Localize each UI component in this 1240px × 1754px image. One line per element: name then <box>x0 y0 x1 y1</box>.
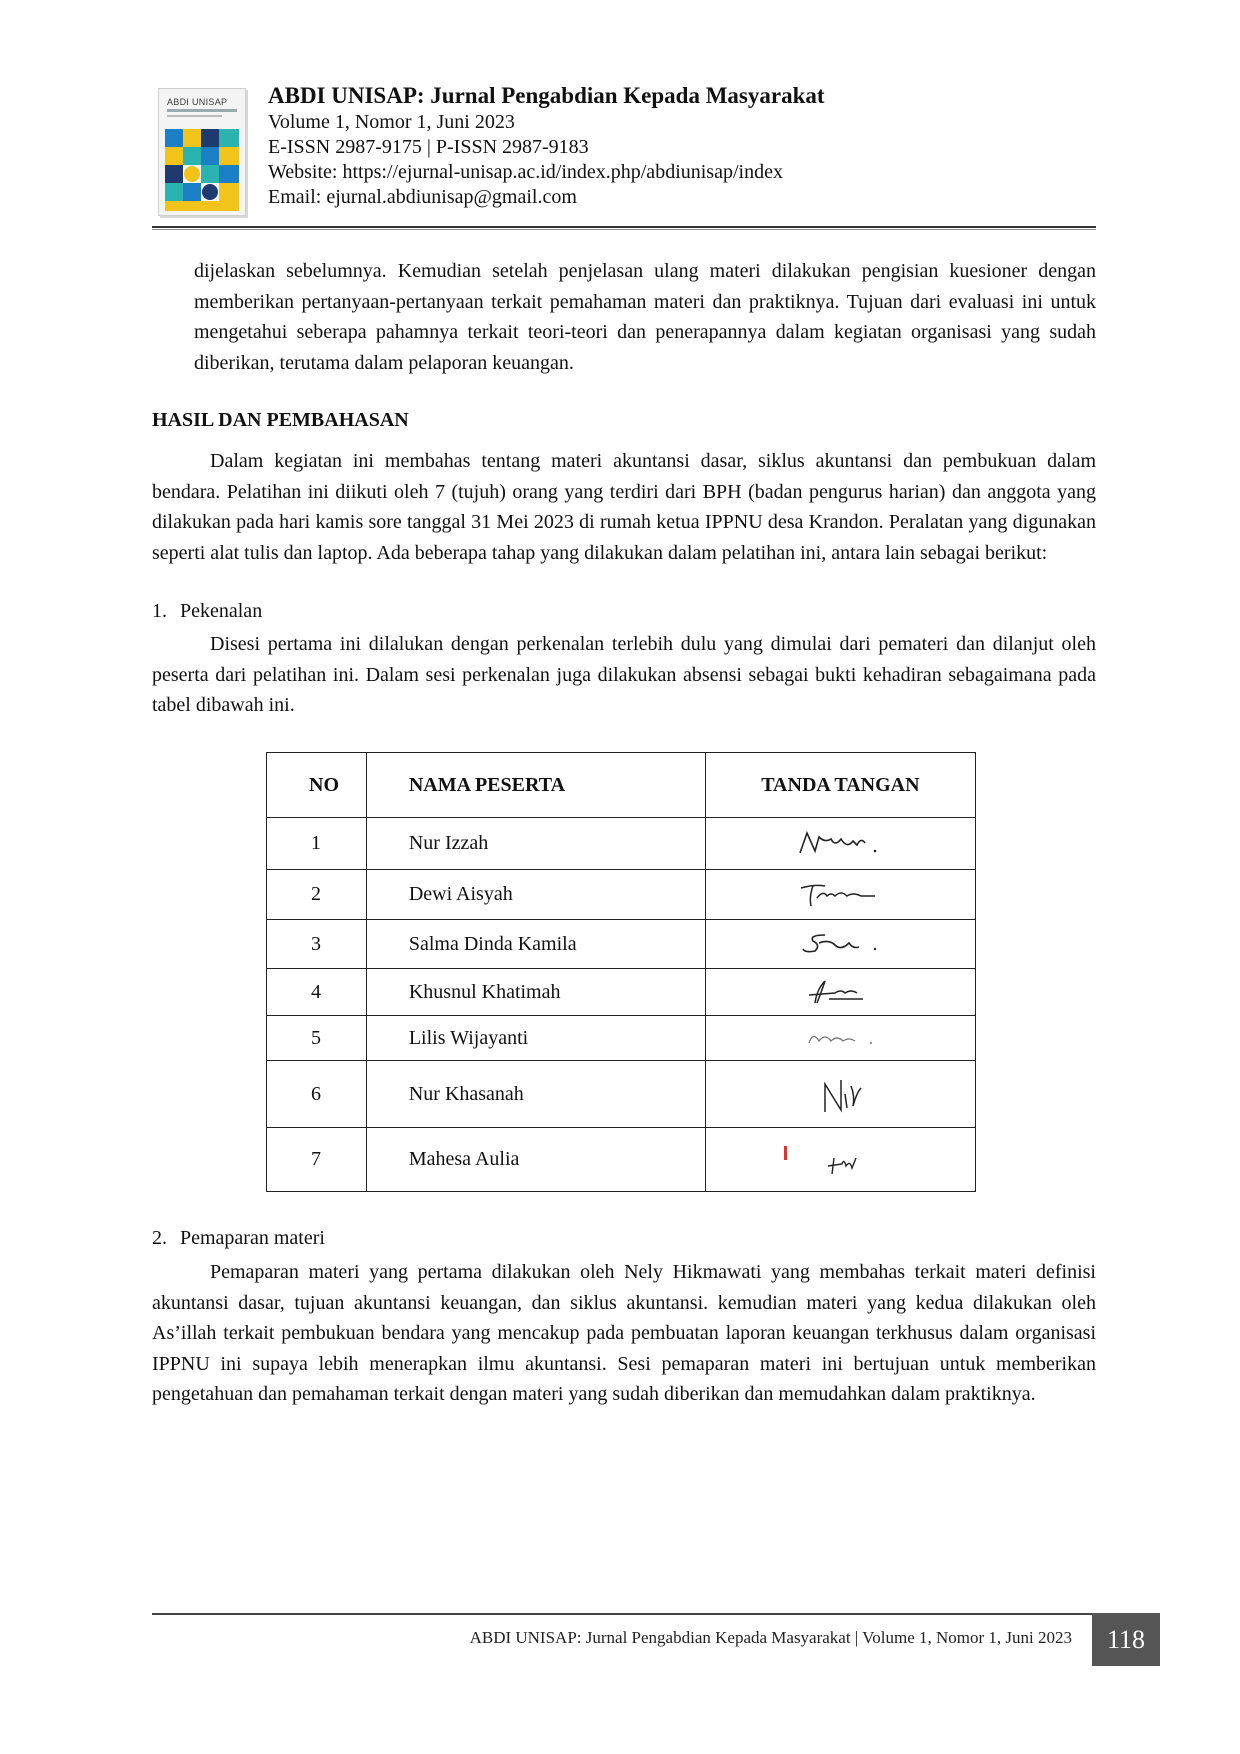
row-name: Nur Izzah <box>366 818 705 870</box>
table-row <box>267 818 976 870</box>
section-heading: HASIL DAN PEMBAHASAN <box>152 409 409 431</box>
row-name: Dewi Aisyah <box>366 870 705 920</box>
signature-image <box>705 870 975 920</box>
header-name: NAMA PESERTA <box>366 753 705 818</box>
journal-email: Email: ejurnal.abdiunisap@gmail.com <box>268 186 577 208</box>
signature-image <box>705 920 975 969</box>
signature-image <box>705 818 975 870</box>
signature-image <box>705 969 975 1016</box>
footer-text: ABDI UNISAP: Jurnal Pengabdian Kepada Masyarakat | Volume 1, Nomor 1, Juni 2023 <box>469 1628 1072 1647</box>
journal-cover-image <box>158 88 246 216</box>
journal-website: Website: https://ejurnal-unisap.ac.id/index.php/abdiunisap/index <box>268 161 783 183</box>
footer-divider <box>152 1613 1092 1615</box>
list-label: Pemaparan materi <box>180 1227 325 1249</box>
row-no: 4 <box>267 969 367 1016</box>
table-row <box>267 1061 976 1128</box>
journal-issn: E-ISSN 2987-9175 | P-ISSN 2987-9183 <box>268 136 589 158</box>
table-row <box>267 1016 976 1061</box>
signature-image <box>705 1061 975 1128</box>
table-row <box>267 870 976 920</box>
list-item-pekenalan <box>152 600 262 623</box>
header-divider <box>152 226 1096 228</box>
attendance-table <box>266 752 976 1192</box>
table-header-row <box>267 753 976 818</box>
list-label: Pekenalan <box>180 600 263 622</box>
journal-header <box>152 82 1096 228</box>
cover-pattern-icon <box>165 129 239 211</box>
signature-image <box>705 1016 975 1061</box>
signature-image <box>705 1128 975 1192</box>
intro-paragraph: dijelaskan sebelumnya. Kemudian setelah penjelasan ulang materi dilakukan pengisian kuesioner dengan memberikan pertanyaan-pertanyaan terkait pemahaman materi dan praktiknya. Tujuan dari evaluasi ini untuk mengetahui seberapa pahamnya terkait teori-teori dan penerapannya dalam kegiatan organisasi yang sudah diberikan, terutama dalam pelaporan keuangan. <box>194 260 1096 374</box>
page-number: 118 <box>1092 1613 1160 1666</box>
row-no: 1 <box>267 818 367 870</box>
table-row <box>267 969 976 1016</box>
header-signature: TANDA TANGAN <box>705 753 975 818</box>
journal-volume: Volume 1, Nomor 1, Juni 2023 <box>268 111 515 133</box>
hasil-paragraph: Dalam kegiatan ini membahas tentang materi akuntansi dasar, siklus akuntansi dan pembukuan dalam bendara. Pelatihan ini diikuti oleh 7 (tujuh) orang yang terdiri dari BPH (badan pengurus harian) dan anggota yang dilakukan pada hari kamis sore tanggal 31 Mei 2023 di rumah ketua IPPNU desa Krandon. Peralatan yang digunakan seperti alat tulis dan laptop. Ada beberapa tahap yang dilakukan dalam pelatihan ini, antara lain sebagai berikut: <box>152 450 1096 564</box>
journal-info <box>268 82 825 210</box>
list-number: 1. <box>152 600 167 622</box>
table-row <box>267 1128 976 1192</box>
materi-paragraph: Pemaparan materi yang pertama dilakukan oleh Nely Hikmawati yang membahas terkait materi definisi akuntansi dasar, tujuan akuntansi keuangan, dan siklus akuntansi. kemudian materi yang kedua dilakukan oleh As’illah terkait pembukuan bendara yang mencakup pada pembuatan laporan keuangan terkhusus dalam organisasi IPPNU ini supaya lebih menerapkan ilmu akuntansi. Sesi pemaparan materi ini bertujuan untuk memberikan pengetahuan dan pemahaman terkait dengan materi yang sudah diberikan dan memudahkan dalam praktiknya. <box>152 1261 1096 1405</box>
row-name: Mahesa Aulia <box>366 1128 705 1192</box>
row-no: 5 <box>267 1016 367 1061</box>
row-name: Lilis Wijayanti <box>366 1016 705 1061</box>
cover-title: ABDI UNISAP <box>167 97 228 107</box>
header-no: NO <box>267 753 367 818</box>
table-row <box>267 920 976 969</box>
row-no: 2 <box>267 870 367 920</box>
row-no: 3 <box>267 920 367 969</box>
row-name: Salma Dinda Kamila <box>366 920 705 969</box>
journal-title: ABDI UNISAP: Jurnal Pengabdian Kepada Masyarakat <box>268 83 825 108</box>
row-name: Khusnul Khatimah <box>366 969 705 1016</box>
list-item-pemaparan <box>152 1227 325 1250</box>
list-number: 2. <box>152 1227 167 1249</box>
header-divider-thin <box>152 229 1096 230</box>
row-no: 7 <box>267 1128 367 1192</box>
row-name: Nur Khasanah <box>366 1061 705 1128</box>
row-no: 6 <box>267 1061 367 1128</box>
pekenalan-paragraph: Disesi pertama ini dilalukan dengan perkenalan terlebih dulu yang dimulai dari pemateri dan dilanjut oleh peserta dari pelatihan ini. Dalam sesi perkenalan juga dilakukan absensi sebagai bukti kehadiran sebagaimana pada tabel dibawah ini. <box>152 633 1096 716</box>
